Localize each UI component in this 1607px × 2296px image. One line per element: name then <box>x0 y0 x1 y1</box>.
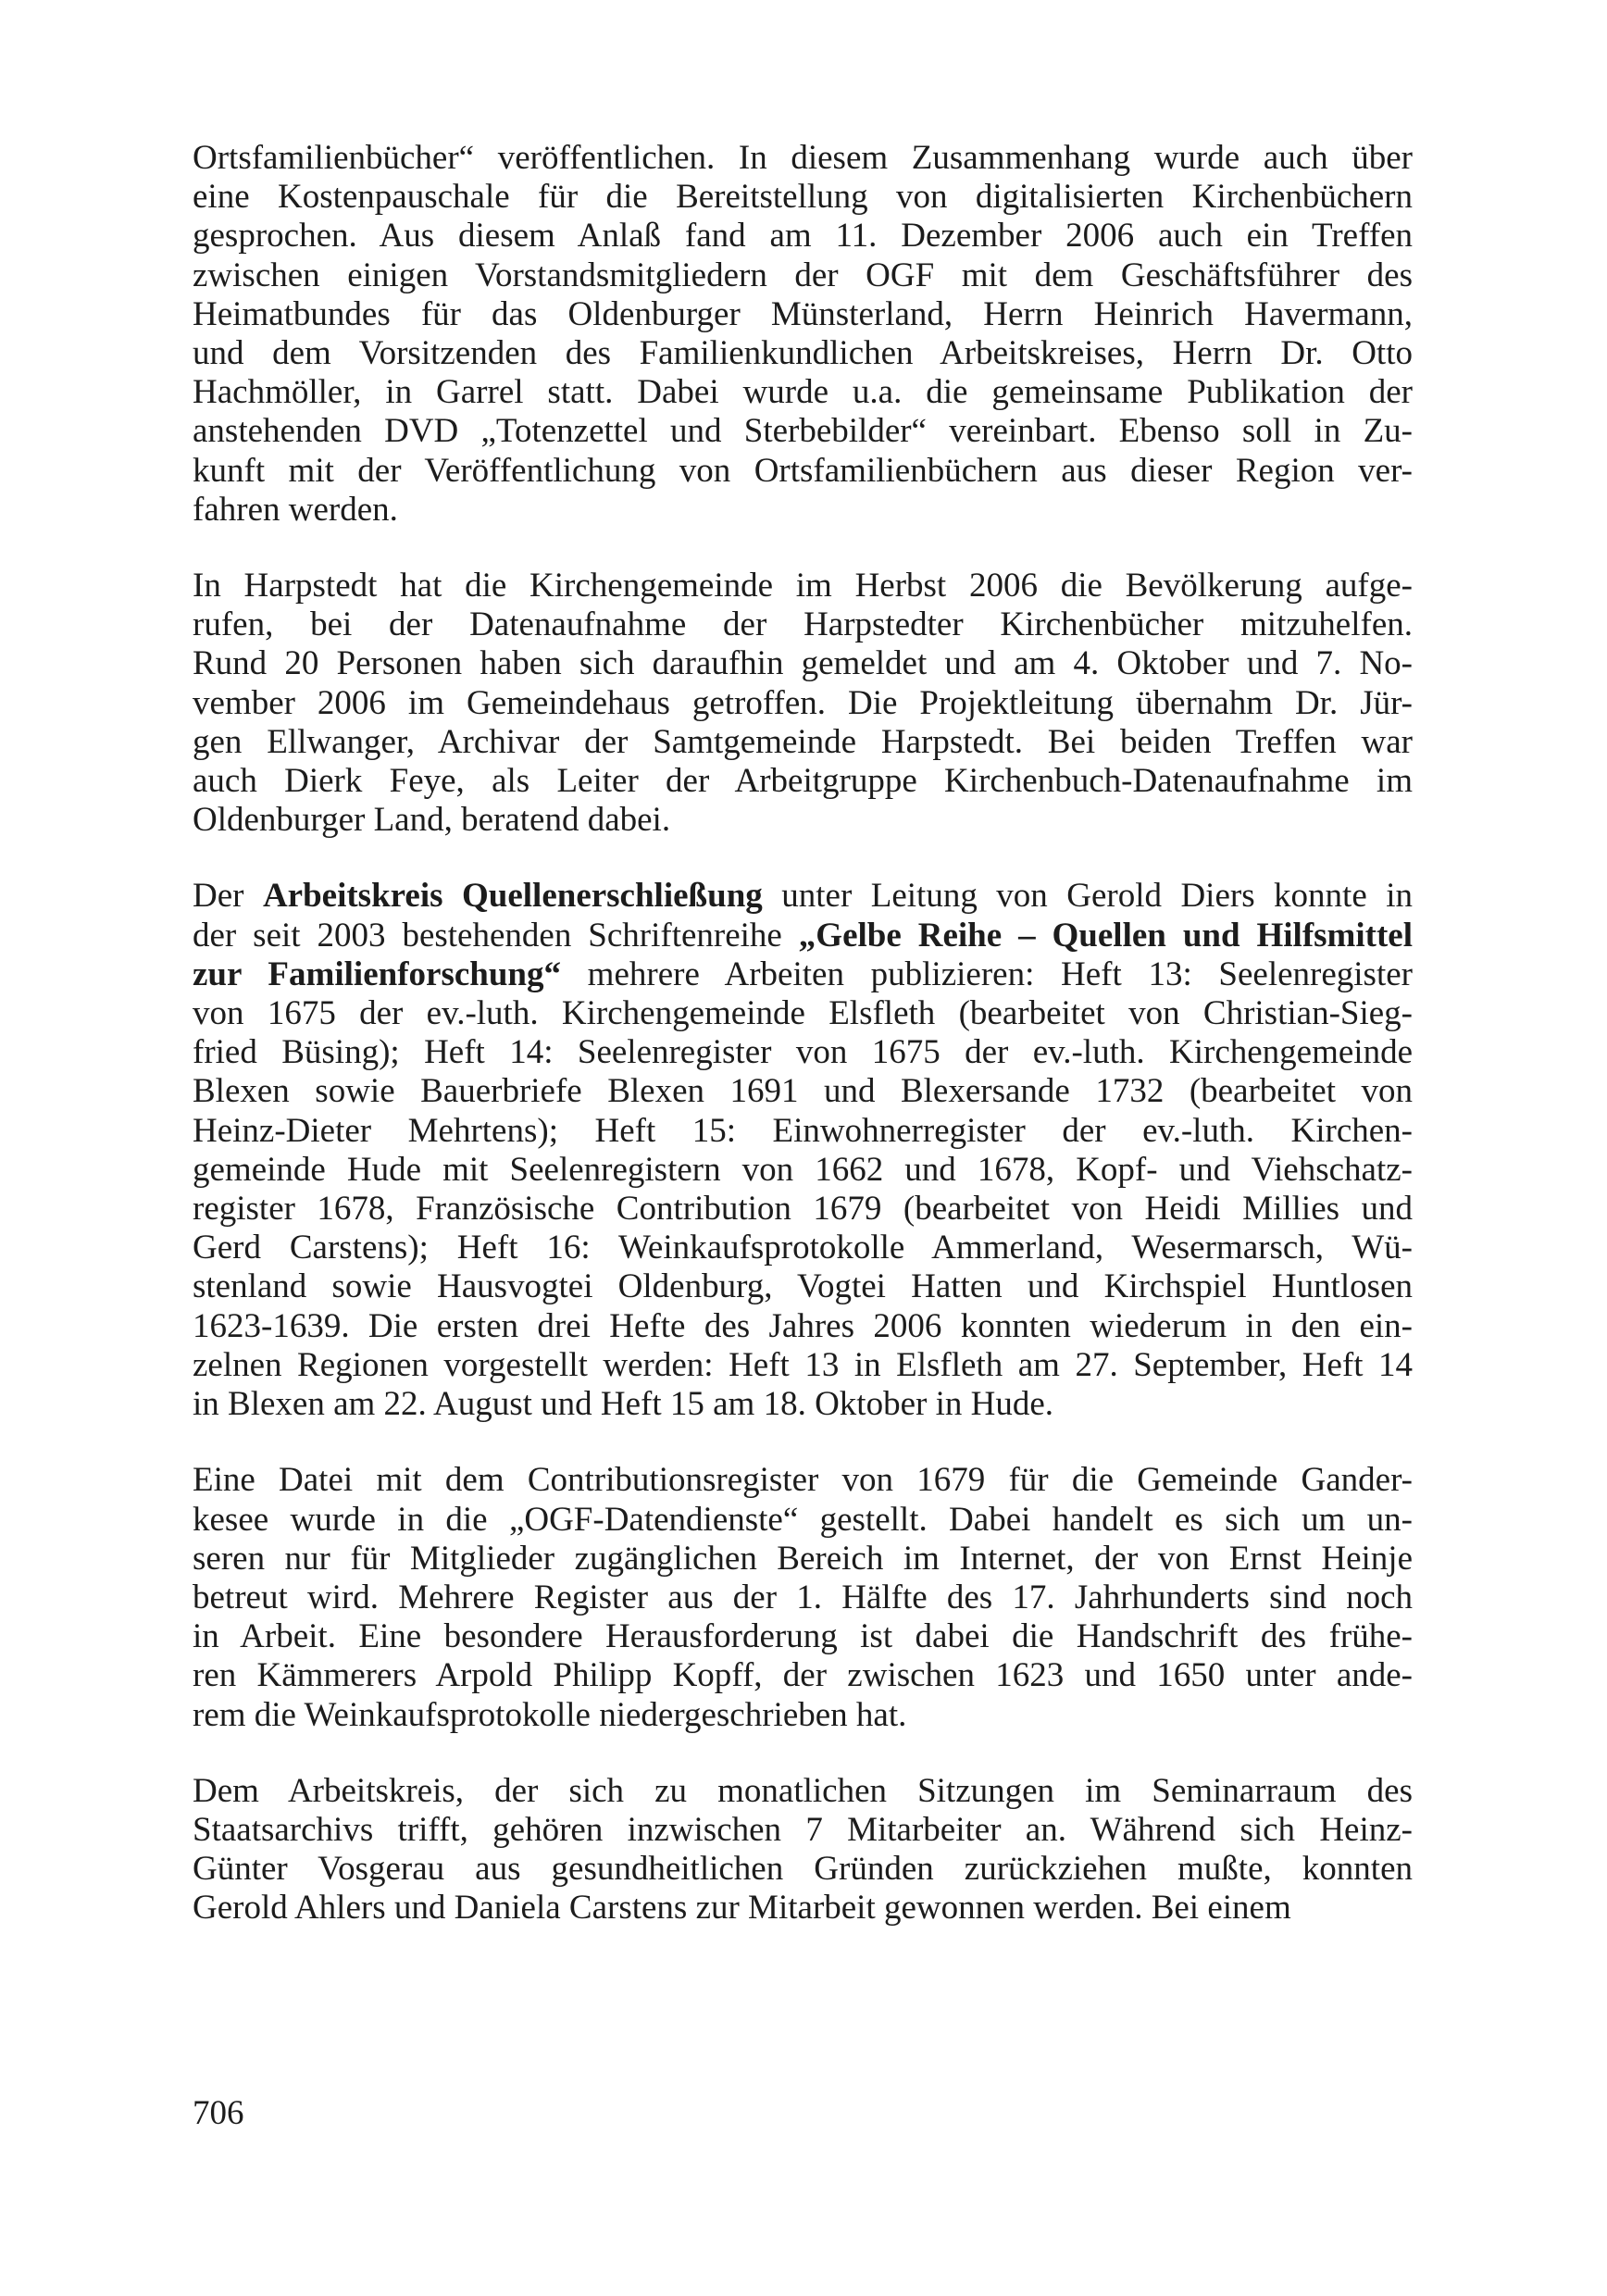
text-line <box>193 178 1413 217</box>
text-line <box>193 917 1413 955</box>
text-segment: ren Kämmerers Arpold Philipp Kopff, der zwischen 1623 und 1650 unter ande- <box>193 1656 1413 1695</box>
text-line <box>193 1346 1413 1385</box>
paragraph <box>193 1461 1413 1734</box>
text-line <box>193 1578 1413 1617</box>
text-line <box>193 1772 1413 1811</box>
text-line <box>193 334 1413 373</box>
text-line <box>193 1112 1413 1151</box>
text-line <box>193 373 1413 412</box>
text-segment: seren nur für Mitglieder zugänglichen Bereich im Internet, der von Ernst Heinje <box>193 1539 1413 1578</box>
bold-text: „Gelbe Reihe – Quellen und Hilfsmittel <box>798 916 1413 955</box>
text-line <box>193 452 1413 491</box>
text-segment: betreut wird. Mehrere Register aus der 1. Hälfte des 17. Jahrhunderts sind noch <box>193 1578 1413 1616</box>
text-line <box>193 1889 1413 1928</box>
text-segment: von 1675 der ev.-luth. Kirchengemeinde Elsfleth (bearbeitet von Christian-Sieg- <box>193 994 1413 1033</box>
text-line <box>193 723 1413 762</box>
text-segment: register 1678, Französische Contribution 1679 (bearbeitet von Heidi Millies und <box>193 1190 1413 1229</box>
text-line <box>193 1072 1413 1111</box>
text-segment: Dem Arbeitskreis, der sich zu monatlichen Sitzungen im Seminarraum des <box>193 1771 1413 1810</box>
text-line <box>193 217 1413 256</box>
text-line <box>193 1307 1413 1346</box>
text-line <box>193 1540 1413 1578</box>
text-segment: auch Dierk Feye, als Leiter der Arbeitgruppe Kirchenbuch-Datenaufnahme im <box>193 762 1413 801</box>
text-segment: unter Leitung von Gerold Diers konnte in <box>762 877 1414 916</box>
text-segment: in Arbeit. Eine besondere Herausforderung ist dabei die Handschrift des frühe- <box>193 1617 1413 1656</box>
text-line <box>193 491 1413 530</box>
text-segment: gen Ellwanger, Archivar der Samtgemeinde Harpstedt. Bei beiden Treffen war <box>193 722 1413 761</box>
text-segment: stenland sowie Hausvogtei Oldenburg, Vogtei Hatten und Kirchspiel Huntlosen <box>193 1267 1413 1306</box>
text-segment: fahren werden. <box>193 490 398 529</box>
text-segment: zelnen Regionen vorgestellt werden: Heft 13 in Elsfleth am 27. September, Heft 14 <box>193 1345 1413 1384</box>
text-line <box>193 644 1413 683</box>
text-segment: fried Büsing); Heft 14: Seelenregister von 1675 der ev.-luth. Kirchengemeinde <box>193 1033 1413 1072</box>
text-line <box>193 684 1413 723</box>
text-line <box>193 801 1413 840</box>
text-line <box>193 1151 1413 1190</box>
text-line <box>193 1850 1413 1889</box>
text-segment: und dem Vorsitzenden des Familienkundlichen Arbeitskreises, Herrn Dr. Otto <box>193 334 1413 373</box>
body-text <box>193 139 1413 1965</box>
text-segment: kunft mit der Veröffentlichung von Ortsfamilienbüchern aus dieser Region ver- <box>193 451 1413 490</box>
text-segment: Gerold Ahlers und Daniela Carstens zur Mitarbeit gewonnen werden. Bei einem <box>193 1889 1291 1928</box>
page-number: 706 <box>193 2094 244 2132</box>
text-segment: 1623-1639. Die ersten drei Hefte des Jahres 2006 konnten wiederum in den ein- <box>193 1306 1413 1345</box>
text-segment: kesee wurde in die „OGF-Datendienste“ gestellt. Dabei handelt es sich um un- <box>193 1500 1413 1539</box>
text-segment: gesprochen. Aus diesem Anlaß fand am 11. Dezember 2006 auch ein Treffen <box>193 217 1413 256</box>
text-line <box>193 295 1413 334</box>
text-segment: mehrere Arbeiten publizieren: Heft 13: Seelenregister <box>561 955 1413 993</box>
text-segment: der seit 2003 bestehenden Schriftenreihe <box>193 916 799 955</box>
text-line <box>193 1267 1413 1306</box>
text-segment: rufen, bei der Datenaufnahme der Harpstedter Kirchenbücher mitzuhelfen. <box>193 605 1413 644</box>
text-segment: zwischen einigen Vorstandsmitgliedern der OGF mit dem Geschäftsführer des <box>193 256 1413 294</box>
text-segment: Gerd Carstens); Heft 16: Weinkaufsprotokolle Ammerland, Wesermarsch, Wü- <box>193 1229 1413 1267</box>
text-segment: In Harpstedt hat die Kirchengemeinde im Herbst 2006 die Bevölkerung aufge- <box>193 567 1413 605</box>
text-segment: in Blexen am 22. August und Heft 15 am 18. Oktober in Hude. <box>193 1385 1054 1424</box>
text-segment: Oldenburger Land, beratend dabei. <box>193 801 671 840</box>
text-line <box>193 877 1413 916</box>
text-line <box>193 1229 1413 1267</box>
bold-text: Arbeitskreis Quellenerschließung <box>262 877 763 916</box>
text-line <box>193 762 1413 801</box>
text-line <box>193 1385 1413 1424</box>
text-line <box>193 1656 1413 1695</box>
paragraph <box>193 1772 1413 1928</box>
text-line <box>193 1501 1413 1540</box>
text-segment: Der <box>193 877 263 916</box>
text-line <box>193 1461 1413 1500</box>
text-segment: eine Kostenpauschale für die Bereitstellung von digitalisierten Kirchenbüchern <box>193 178 1413 217</box>
paragraph <box>193 877 1413 1424</box>
text-segment: vember 2006 im Gemeindehaus getroffen. Die Projektleitung übernahm Dr. Jür- <box>193 683 1413 722</box>
text-segment: Staatsarchivs trifft, gehören inzwischen 7 Mitarbeiter an. Während sich Heinz- <box>193 1810 1413 1849</box>
bold-text: zur Familienforschung“ <box>193 955 561 993</box>
text-line <box>193 994 1413 1033</box>
text-segment: Eine Datei mit dem Contributionsregister von 1679 für die Gemeinde Gander- <box>193 1461 1413 1500</box>
text-line <box>193 139 1413 178</box>
text-segment: Heinz-Dieter Mehrtens); Heft 15: Einwohnerregister der ev.-luth. Kirchen- <box>193 1111 1413 1150</box>
text-segment: rem die Weinkaufsprotokolle niedergeschrieben hat. <box>193 1695 907 1734</box>
text-segment: Günter Vosgerau aus gesundheitlichen Gründen zurückziehen mußte, konnten <box>193 1850 1413 1889</box>
text-line <box>193 1033 1413 1072</box>
text-line <box>193 605 1413 644</box>
text-segment: Heimatbundes für das Oldenburger Münsterland, Herrn Heinrich Havermann, <box>193 294 1413 333</box>
text-segment: anstehenden DVD „Totenzettel und Sterbebilder“ vereinbart. Ebenso soll in Zu- <box>193 412 1413 451</box>
text-line <box>193 256 1413 295</box>
text-line <box>193 1617 1413 1656</box>
text-segment: Rund 20 Personen haben sich daraufhin gemeldet und am 4. Oktober und 7. No- <box>193 644 1413 683</box>
text-line <box>193 412 1413 451</box>
text-segment: Ortsfamilienbücher“ veröffentlichen. In diesem Zusammenhang wurde auch über <box>193 139 1413 177</box>
paragraph <box>193 567 1413 840</box>
paragraph <box>193 139 1413 530</box>
text-line <box>193 567 1413 605</box>
text-line <box>193 1190 1413 1229</box>
text-line <box>193 955 1413 994</box>
text-segment: Hachmöller, in Garrel statt. Dabei wurde u.a. die gemeinsame Publikation der <box>193 373 1413 412</box>
text-segment: gemeinde Hude mit Seelenregistern von 1662 und 1678, Kopf- und Viehschatz- <box>193 1150 1413 1189</box>
text-line <box>193 1696 1413 1735</box>
text-line <box>193 1811 1413 1850</box>
text-segment: Blexen sowie Bauerbriefe Blexen 1691 und Blexersande 1732 (bearbeitet von <box>193 1072 1413 1111</box>
